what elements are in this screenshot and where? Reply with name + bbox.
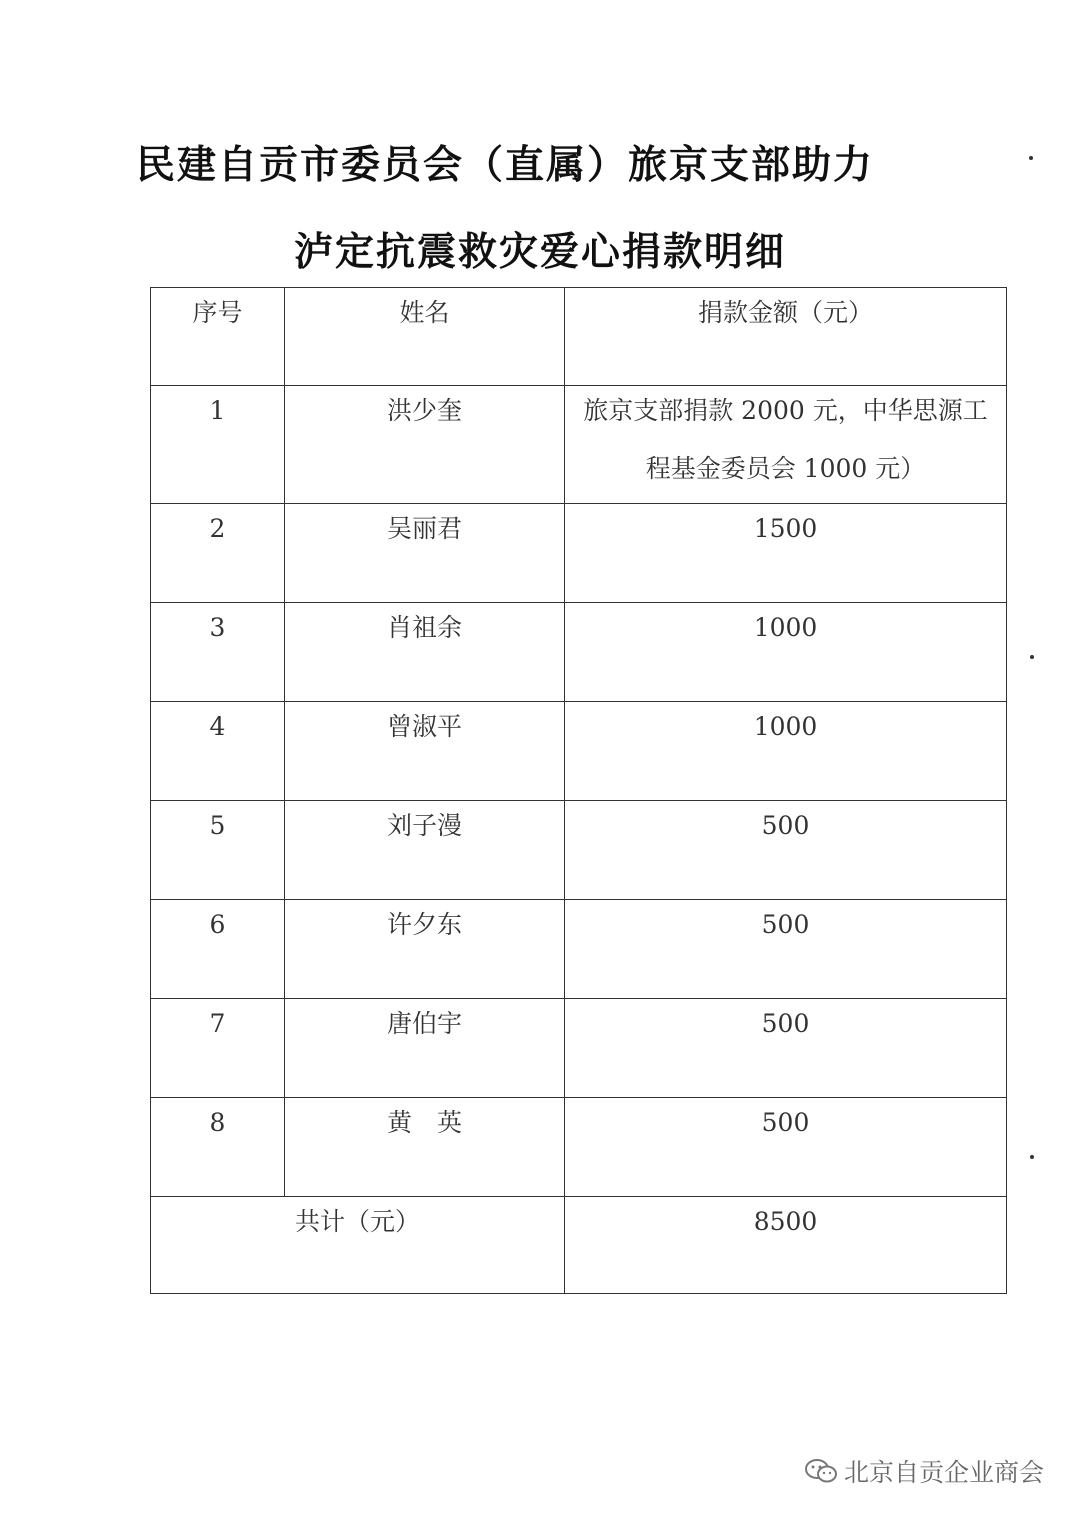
row-name: 刘子漫: [285, 801, 565, 900]
header-name: 姓名: [285, 288, 565, 386]
table-row: [151, 504, 1007, 603]
row-amount: 500: [565, 1098, 1007, 1197]
scan-speck: [1030, 1155, 1034, 1159]
row-amount: 1000: [565, 603, 1007, 702]
row-name: 黄 英: [285, 1098, 565, 1197]
total-value: 8500: [565, 1197, 1007, 1294]
scan-speck: [1030, 655, 1034, 659]
row-name: 吴丽君: [285, 504, 565, 603]
table-total-row: [151, 1197, 1007, 1294]
row-amount: 500: [565, 801, 1007, 900]
row-no: 7: [151, 999, 285, 1098]
table-row: [151, 1098, 1007, 1197]
row-amount: 500: [565, 900, 1007, 999]
row-name: 曾淑平: [285, 702, 565, 801]
scan-speck: [1029, 156, 1033, 160]
header-amount: 捐款金额（元）: [565, 288, 1007, 386]
row-no: 1: [151, 386, 285, 504]
header-no: 序号: [151, 288, 285, 386]
table-row: [151, 999, 1007, 1098]
table-row: [151, 801, 1007, 900]
watermark-text: 北京自贡企业商会: [843, 1458, 1044, 1487]
document-title-line2: 泸定抗震救灾爱心捐款明细: [293, 230, 786, 275]
total-label: 共计（元）: [151, 1197, 565, 1294]
row-name: 肖祖余: [285, 603, 565, 702]
row-no: 8: [151, 1098, 285, 1197]
table-row: [151, 386, 1007, 504]
row-no: 4: [151, 702, 285, 801]
row-no: 3: [151, 603, 285, 702]
document-title-line1: 民建自贡市委员会（直属）旅京支部助力: [135, 143, 874, 188]
row-no: 2: [151, 504, 285, 603]
row-name: 许夕东: [285, 900, 565, 999]
table-row: [151, 900, 1007, 999]
row-amount: 500: [565, 999, 1007, 1098]
row-name: 洪少奎: [285, 386, 565, 504]
row-amount: 旅京支部捐款 2000 元，中华思源工程基金委员会 1000 元）: [565, 386, 1007, 504]
row-amount: 1500: [565, 504, 1007, 603]
table-row: [151, 702, 1007, 801]
row-no: 6: [151, 900, 285, 999]
table-header-row: [151, 288, 1007, 386]
watermark: [804, 1453, 1044, 1489]
wechat-icon: [804, 1457, 838, 1485]
table-row: [151, 603, 1007, 702]
donation-table: [150, 287, 1007, 1294]
row-no: 5: [151, 801, 285, 900]
row-amount: 1000: [565, 702, 1007, 801]
row-name: 唐伯宇: [285, 999, 565, 1098]
